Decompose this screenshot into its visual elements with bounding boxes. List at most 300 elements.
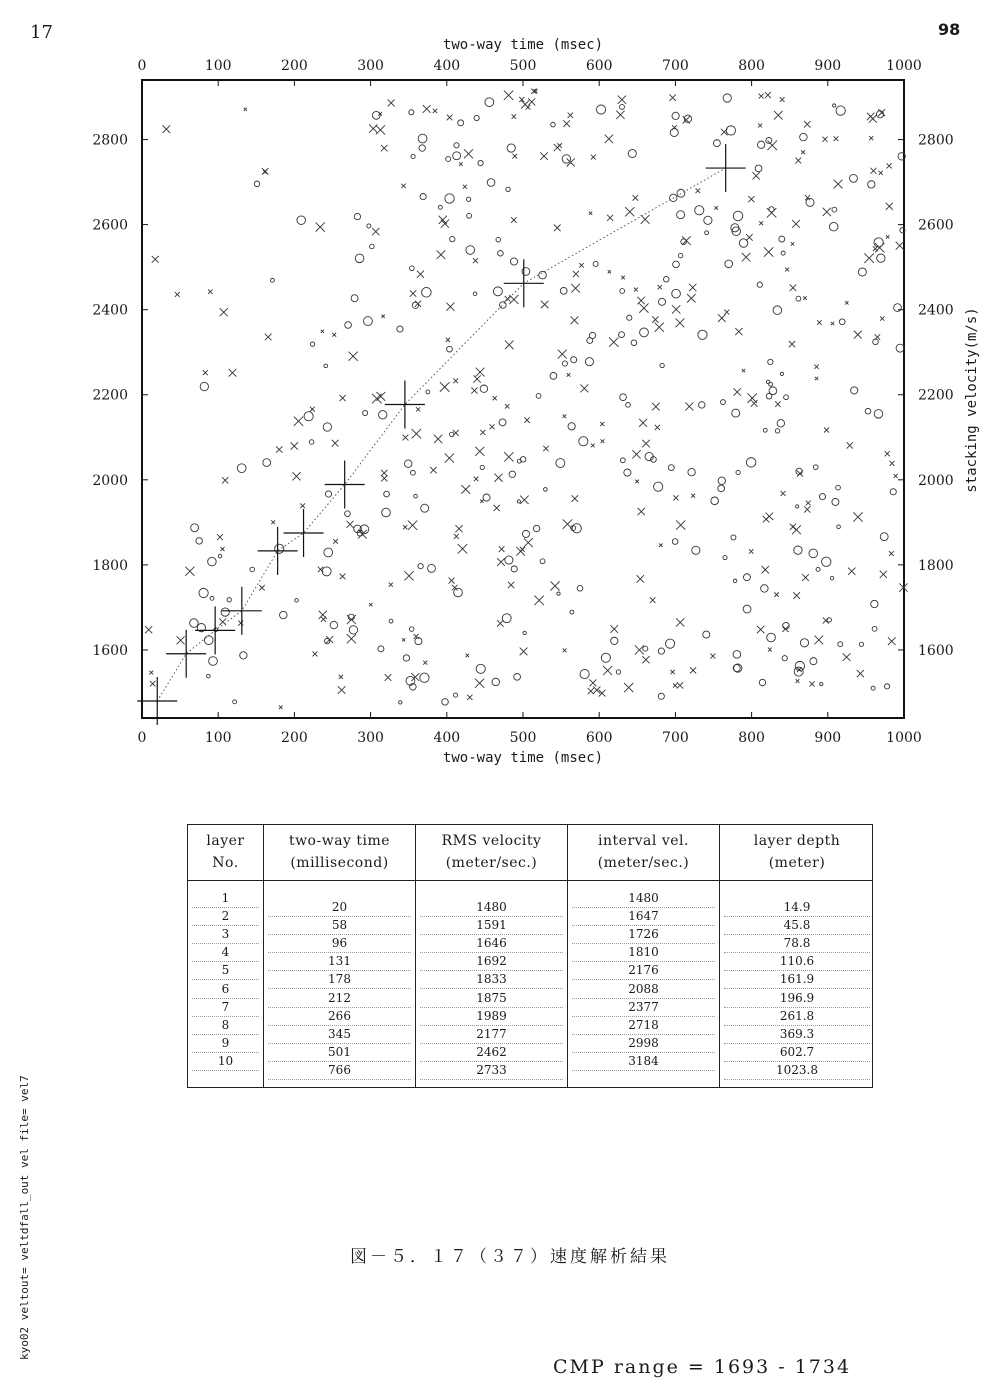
semblance-cross-355: [505, 341, 514, 350]
semblance-circle-636: [705, 231, 709, 235]
semblance-circle-86: [492, 678, 499, 685]
table-cell: 1591: [476, 918, 507, 933]
semblance-circle-618: [562, 155, 570, 163]
semblance-circle-419: [596, 105, 605, 114]
semblance-circle-353: [692, 546, 700, 554]
semblance-circle-682: [654, 482, 663, 491]
semblance-circle-367: [378, 646, 384, 652]
semblance-cross-674: [415, 301, 421, 307]
semblance-circle-621: [836, 485, 841, 490]
semblance-circle-27: [794, 546, 802, 554]
semblance-cross-161: [493, 396, 497, 400]
semblance-cross-495: [340, 574, 346, 580]
table-cell: 2462: [476, 1044, 507, 1059]
semblance-cross-205: [271, 520, 275, 524]
table-cell: 602.7: [779, 1044, 815, 1059]
semblance-cross-44: [889, 551, 894, 556]
semblance-cross-21: [831, 322, 834, 325]
semblance-cross-663: [520, 648, 528, 656]
semblance-cross-255: [563, 414, 567, 418]
semblance-cross-466: [796, 679, 800, 683]
semblance-cross-238: [609, 337, 618, 346]
semblance-circle-531: [894, 304, 902, 312]
semblance-cross-524: [775, 401, 780, 406]
semblance-cross-528: [589, 212, 592, 215]
semblance-circle-229: [809, 549, 818, 558]
semblance-cross-644: [208, 289, 212, 293]
table-cell: 7: [221, 999, 230, 1014]
semblance-circle-136: [382, 508, 391, 517]
table-dotted-rule: [724, 1079, 870, 1080]
semblance-cross-377: [823, 208, 831, 216]
semblance-circle-284: [873, 339, 879, 345]
semblance-circle-488: [699, 402, 705, 408]
table-cell: 1989: [476, 1008, 507, 1023]
semblance-circle-282: [755, 165, 762, 172]
semblance-circle-697: [640, 328, 649, 337]
semblance-circle-68: [325, 491, 331, 497]
semblance-cross-407: [670, 670, 674, 674]
semblance-cross-1: [658, 285, 662, 289]
semblance-cross-662: [316, 222, 325, 231]
semblance-circle-571: [871, 600, 878, 607]
semblance-circle-180: [820, 683, 823, 686]
semblance-cross-212: [885, 451, 890, 456]
semblance-cross-404: [588, 688, 594, 694]
semblance-circle-606: [389, 619, 393, 623]
semblance-circle-425: [743, 605, 751, 613]
semblance-cross-304: [219, 618, 226, 625]
semblance-circle-2: [677, 189, 685, 197]
semblance-circle-186: [660, 363, 664, 367]
semblance-circle-661: [766, 393, 772, 399]
semblance-cross-245: [880, 571, 887, 578]
semblance-cross-596: [603, 666, 612, 675]
semblance-cross-475: [672, 305, 680, 313]
semblance-cross-52: [376, 125, 385, 134]
table-cell: 3184: [628, 1053, 659, 1068]
semblance-cross-336: [890, 461, 895, 466]
semblance-cross-441: [676, 520, 685, 529]
semblance-cross-109: [416, 407, 420, 411]
col-interval-vel: [568, 825, 720, 1087]
header-time-1: two-way time: [288, 833, 391, 849]
semblance-cross-192: [809, 681, 814, 686]
semblance-circle-152: [761, 585, 768, 592]
semblance-cross-518: [332, 333, 336, 337]
semblance-cross-145: [259, 585, 264, 590]
semblance-cross-685: [650, 597, 656, 603]
semblance-circle-114: [593, 261, 598, 266]
semblance-circle-350: [668, 465, 674, 471]
semblance-circle-45: [880, 533, 888, 541]
x-tick-label-bottom-1: 100: [204, 730, 232, 746]
header-rms-2: (meter/sec.): [445, 855, 538, 871]
semblance-cross-472: [177, 636, 185, 644]
semblance-circle-418: [733, 651, 741, 659]
table-cell: 1692: [476, 954, 507, 969]
semblance-circle-348: [453, 152, 461, 160]
semblance-cross-256: [404, 571, 413, 580]
semblance-cross-557: [300, 503, 305, 508]
semblance-circle-503: [483, 494, 490, 501]
semblance-cross-464: [854, 331, 862, 339]
semblance-circle-487: [426, 390, 430, 394]
x-tick-label-top-4: 400: [433, 58, 461, 74]
semblance-circle-385: [620, 458, 625, 463]
semblance-circle-611: [677, 211, 685, 219]
semblance-circle-539: [658, 693, 664, 699]
semblance-circle-668: [324, 364, 328, 368]
semblance-cross-342: [591, 444, 595, 448]
semblance-cross-344: [455, 525, 462, 532]
semblance-circle-237: [819, 494, 825, 500]
table-cell: 2998: [628, 1035, 659, 1050]
semblance-circle-174: [688, 468, 695, 475]
semblance-cross-71: [734, 388, 741, 395]
semblance-cross-660: [886, 235, 889, 238]
semblance-cross-387: [568, 113, 573, 118]
semblance-cross-62: [764, 247, 773, 256]
semblance-circle-74: [585, 358, 593, 366]
semblance-cross-277: [824, 427, 829, 432]
table-cell: 14.9: [783, 900, 811, 914]
semblance-cross-357: [673, 684, 677, 688]
table-dotted-rule: [420, 1079, 563, 1080]
x-tick-label-bottom-9: 900: [814, 730, 842, 746]
semblance-circle-632: [397, 326, 403, 332]
x-tick-label-top-3: 300: [357, 58, 384, 74]
semblance-circle-343: [447, 346, 453, 352]
semblance-circle-558: [254, 181, 259, 186]
semblance-circle-550: [250, 567, 255, 572]
semblance-circle-63: [816, 567, 820, 571]
semblance-circle-41: [725, 260, 733, 268]
semblance-cross-393: [887, 163, 892, 168]
semblance-cross-276: [853, 512, 862, 521]
semblance-circle-118: [822, 557, 831, 566]
semblance-cross-329: [508, 582, 514, 588]
table-cell: 10: [217, 1053, 234, 1068]
semblance-circle-42: [304, 412, 313, 421]
semblance-cross-639: [563, 519, 572, 528]
semblance-cross-159: [464, 149, 473, 158]
semblance-cross-141: [817, 320, 822, 325]
semblance-circle-94: [643, 646, 648, 651]
semblance-cross-312: [372, 228, 379, 235]
semblance-cross-320: [696, 188, 701, 193]
semblance-circle-158: [672, 112, 679, 119]
semblance-cross-659: [332, 440, 339, 447]
semblance-circle-13: [672, 539, 678, 545]
semblance-cross-510: [579, 263, 584, 268]
semblance-cross-695: [347, 634, 356, 643]
semblance-cross-143: [791, 242, 794, 245]
semblance-cross-699: [797, 667, 802, 672]
plot-frame: [142, 80, 904, 718]
semblance-cross-673: [624, 683, 633, 692]
semblance-circle-643: [418, 564, 423, 569]
semblance-circle-332: [367, 224, 371, 228]
semblance-cross-687: [446, 338, 450, 342]
semblance-circle-669: [664, 276, 670, 282]
semblance-circle-130: [414, 494, 418, 498]
table-cell: 2733: [476, 1062, 507, 1077]
semblance-circle-366: [721, 400, 726, 405]
semblance-circle-384: [718, 477, 725, 484]
semblance-cross-204: [659, 543, 663, 547]
semblance-cross-283: [449, 578, 455, 584]
x-tick-label-bottom-2: 200: [281, 730, 308, 746]
semblance-circle-7: [466, 197, 470, 201]
semblance-circle-101: [345, 511, 351, 517]
semblance-cross-231: [458, 544, 468, 554]
semblance-cross-102: [466, 654, 469, 657]
semblance-circle-586: [874, 410, 883, 419]
semblance-cross-11: [785, 268, 789, 272]
semblance-cross-292: [381, 145, 388, 152]
semblance-cross-617: [621, 276, 625, 280]
semblance-cross-273: [203, 370, 208, 375]
table-dotted-rule: [192, 1070, 259, 1071]
semblance-circle-493: [310, 342, 314, 346]
semblance-cross-32: [509, 295, 518, 304]
semblance-circle-79: [522, 268, 530, 276]
table-cell: 2718: [628, 1017, 659, 1032]
semblance-circle-463: [370, 244, 375, 249]
semblance-circle-58: [493, 287, 502, 296]
semblance-circle-541: [611, 637, 618, 644]
semblance-cross-209: [447, 115, 453, 121]
semblance-circle-648: [571, 357, 577, 363]
semblance-cross-646: [801, 150, 805, 154]
semblance-cross-409: [765, 92, 771, 98]
semblance-cross-120: [685, 402, 693, 410]
y-tick-label-left-2: 2000: [92, 472, 128, 489]
semblance-cross-428: [145, 626, 152, 633]
semblance-cross-413: [494, 505, 500, 511]
semblance-cross-603: [244, 108, 247, 111]
semblance-circle-405: [859, 642, 863, 646]
semblance-circle-526: [767, 633, 776, 642]
semblance-cross-604: [781, 491, 786, 496]
semblance-cross-593: [655, 323, 664, 332]
y-tick-label-right-3: 2200: [918, 387, 954, 404]
semblance-cross-8: [381, 470, 387, 476]
semblance-circle-437: [872, 626, 877, 631]
x-tick-label-bottom-8: 800: [738, 730, 765, 746]
semblance-cross-310: [687, 294, 695, 302]
semblance-circle-459: [403, 655, 409, 661]
semblance-cross-634: [672, 125, 677, 130]
semblance-circle-110: [379, 411, 387, 419]
semblance-cross-536: [440, 382, 450, 392]
table-cell: 345: [328, 1026, 351, 1041]
semblance-cross-630: [669, 94, 675, 100]
semblance-cross-658: [412, 429, 421, 438]
semblance-circle-374: [568, 423, 575, 430]
y-tick-label-left-6: 2800: [92, 132, 128, 149]
semblance-cross-587: [867, 113, 875, 121]
semblance-circle-551: [714, 140, 721, 147]
semblance-cross-254: [446, 303, 454, 311]
semblance-cross-28: [467, 695, 472, 700]
semblance-cross-82: [886, 203, 893, 210]
table-cell: 161.9: [779, 972, 815, 987]
col-layer-depth: [720, 825, 874, 1087]
semblance-cross-346: [894, 474, 898, 478]
semblance-circle-134: [832, 498, 839, 505]
semblance-cross-163: [710, 654, 715, 659]
semblance-circle-635: [438, 205, 442, 209]
table-cell: 8: [221, 1017, 230, 1032]
semblance-circle-521: [732, 409, 740, 417]
semblance-circle-92: [796, 296, 801, 301]
semblance-circle-100: [505, 556, 513, 564]
x-tick-label-top-0: 0: [137, 58, 147, 74]
semblance-cross-338: [673, 495, 678, 500]
semblance-circle-545: [551, 122, 556, 127]
semblance-circle-408: [628, 149, 636, 157]
semblance-cross-132: [459, 162, 463, 166]
semblance-cross-554: [871, 168, 877, 174]
semblance-cross-679: [677, 682, 683, 688]
semblance-cross-633: [795, 158, 801, 164]
semblance-cross-232: [878, 109, 885, 116]
semblance-cross-208: [291, 442, 298, 449]
semblance-cross-199: [815, 377, 818, 380]
semblance-cross-609: [563, 649, 567, 653]
semblance-cross-259: [607, 215, 613, 221]
semblance-cross-698: [616, 111, 624, 119]
semblance-circle-30: [796, 505, 799, 508]
x-tick-label-top-10: 1000: [886, 58, 922, 74]
semblance-cross-594: [423, 105, 431, 113]
table-cell: 1646: [476, 936, 507, 951]
semblance-cross-649: [845, 301, 848, 304]
semblance-circle-224: [839, 319, 845, 325]
table-cell: 2377: [628, 999, 659, 1014]
semblance-circle-200: [233, 700, 237, 704]
semblance-cross-511: [802, 574, 809, 581]
table-cell: 78.8: [783, 936, 811, 951]
semblance-circle-600: [885, 684, 890, 689]
semblance-cross-258: [572, 495, 579, 502]
page-number-left: 17: [30, 22, 53, 43]
semblance-cross-156: [408, 521, 417, 530]
x-tick-label-bottom-0: 0: [137, 730, 147, 746]
table-cell: 1: [221, 891, 230, 905]
semblance-circle-4: [297, 216, 306, 225]
x-tick-label-bottom-4: 400: [433, 730, 461, 746]
semblance-circle-565: [768, 359, 773, 364]
table-dotted-rule: [572, 1070, 715, 1071]
semblance-circle-243: [631, 340, 637, 346]
semblance-cross-572: [550, 581, 559, 590]
semblance-cross-474: [321, 617, 326, 622]
semblance-cross-59: [735, 328, 742, 335]
semblance-cross-165: [474, 477, 479, 482]
semblance-circle-395: [421, 504, 429, 512]
semblance-circle-95: [210, 596, 214, 600]
semblance-circle-172: [813, 465, 818, 470]
semblance-cross-236: [571, 316, 579, 324]
semblance-cross-653: [524, 538, 533, 547]
semblance-circle-70: [830, 576, 833, 579]
semblance-cross-280: [473, 258, 478, 263]
semblance-circle-38: [502, 614, 511, 623]
y-tick-label-left-5: 2600: [92, 217, 128, 234]
semblance-circle-477: [507, 144, 515, 152]
semblance-circle-5: [498, 250, 504, 256]
semblance-cross-226: [543, 446, 548, 451]
y-tick-label-right-5: 2600: [918, 217, 954, 234]
semblance-cross-166: [843, 653, 851, 661]
x-tick-label-top-7: 700: [662, 58, 689, 74]
semblance-cross-496: [857, 670, 864, 677]
semblance-cross-447: [152, 256, 159, 263]
semblance-circle-244: [523, 631, 526, 634]
semblance-circle-519: [769, 382, 773, 386]
table-cell: 2088: [628, 981, 659, 996]
semblance-circle-281: [810, 658, 817, 665]
semblance-circle-582: [221, 608, 229, 616]
semblance-circle-289: [757, 282, 762, 287]
semblance-circle-391: [478, 160, 483, 165]
semblance-circle-570: [474, 115, 479, 120]
semblance-circle-274: [658, 648, 664, 654]
semblance-circle-657: [485, 98, 494, 107]
semblance-cross-51: [402, 435, 408, 441]
semblance-cross-465: [724, 310, 729, 315]
semblance-circle-375: [560, 287, 567, 294]
semblance-circle-177: [877, 254, 885, 262]
semblance-cross-629: [774, 111, 783, 120]
semblance-circle-576: [533, 525, 539, 531]
semblance-circle-249: [473, 292, 477, 296]
semblance-circle-506: [871, 686, 875, 690]
semblance-circle-651: [777, 420, 784, 427]
semblance-cross-364: [633, 195, 639, 201]
semblance-cross-627: [333, 539, 338, 544]
semblance-cross-478: [217, 534, 223, 540]
table-cell: 1480: [476, 900, 507, 914]
semblance-cross-128: [742, 369, 745, 372]
semblance-cross-178: [834, 180, 843, 189]
semblance-circle-481: [800, 639, 808, 647]
semblance-circle-122: [703, 631, 710, 638]
semblance-circle-362: [322, 567, 331, 576]
semblance-circle-460: [587, 338, 593, 344]
semblance-circle-476: [499, 419, 506, 426]
semblance-circle-544: [711, 497, 719, 505]
semblance-cross-688: [381, 475, 387, 481]
semblance-cross-17: [751, 400, 758, 407]
semblance-circle-448: [420, 673, 429, 682]
semblance-cross-285: [504, 452, 513, 461]
semblance-circle-107: [500, 302, 507, 309]
semblance-cross-489: [520, 496, 529, 505]
semblance-cross-18: [608, 270, 611, 273]
semblance-circle-111: [445, 194, 454, 203]
semblance-cross-620: [497, 620, 504, 627]
semblance-cross-359: [524, 417, 529, 422]
semblance-cross-424: [797, 471, 803, 477]
semblance-circle-260: [731, 535, 736, 540]
semblance-cross-164: [601, 439, 605, 443]
semblance-cross-57: [864, 253, 874, 263]
semblance-cross-248: [475, 447, 484, 456]
